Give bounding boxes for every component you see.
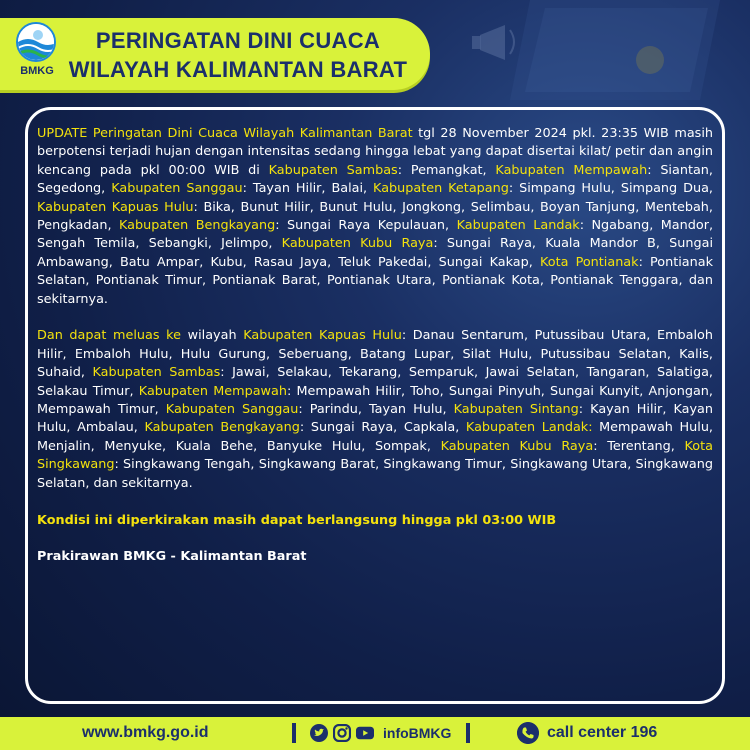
footer-bar bbox=[0, 717, 750, 750]
title-line-1: PERINGATAN DINI CUACA bbox=[95, 28, 381, 53]
body-text: : Parindu, Tayan Hulu, bbox=[298, 402, 454, 418]
body-text: Mempawah Hulu, Menjalin, Menyuke, Kuala Behe, Banyuke Hulu, Sompak, bbox=[37, 420, 713, 454]
website-link[interactable]: www.bmkg.go.id bbox=[82, 724, 209, 741]
body-text: : Simpang Hulu, Simpang Dua, bbox=[508, 181, 713, 197]
region-highlight: Kota Singkawang bbox=[37, 438, 713, 473]
phone-icon bbox=[517, 722, 539, 744]
region-highlight: Kabupaten Kapuas Hulu bbox=[243, 328, 402, 344]
body-text: tgl 28 November 2024 pkl. 23:35 WIB masih berpotensi terjadi hujan dengan intensitas sedang hingga lebat yang dapat disertai kilat/ petir dan angin kencang pada pkl 00:00 WIB di bbox=[37, 126, 713, 178]
signature: Prakirawan BMKG - Kalimantan Barat bbox=[37, 549, 307, 565]
body-text: : Sungai Raya Kepulauan, bbox=[275, 218, 457, 234]
body-text: : Pontianak Selatan, Pontianak Timur, Pontianak Barat, Pontianak Utara, Pontianak Kota, Pontianak Tenggara, dan sekitarnya. bbox=[37, 254, 714, 307]
body-text: : Ngabang, Mandor, Sengah Temila, Sebangki, Jelimpo, bbox=[37, 218, 714, 252]
warning-body bbox=[37, 125, 713, 585]
title-line-2: WILAYAH KALIMANTAN BARAT bbox=[68, 57, 408, 82]
region-highlight: Kabupaten Kubu Raya bbox=[440, 438, 594, 454]
region-highlight: Kabupaten Sambas bbox=[268, 162, 398, 178]
body-text: : Siantan, Segedong, bbox=[37, 162, 713, 197]
body-text: : Jawai, Selakau, Tekarang, Semparuk, Jawai Selatan, Tangaran, Salatiga, Selakau Timur, bbox=[37, 365, 714, 399]
footer-divider bbox=[466, 723, 470, 743]
body-text: : Danau Sentarum, Putussibau Utara, Embaloh Hilir, Embaloh Hulu, Hulu Gurung, Seberuang, Batang Lupar, Silat Hulu, Putussibau Selatan, Kalis, Suhaid, bbox=[37, 328, 713, 381]
warning-paragraph-1 bbox=[37, 125, 713, 309]
closing-note: Kondisi ini diperkirakan masih dapat berlangsung hingga pkl 03:00 WIB bbox=[37, 512, 557, 528]
body-text: : Mempawah Hilir, Toho, Sungai Pinyuh, Sungai Kunyit, Anjongan, Mempawah Timur, bbox=[37, 383, 713, 418]
page-title bbox=[58, 26, 418, 84]
footer-divider bbox=[292, 723, 296, 743]
body-text: : Pemangkat, bbox=[397, 162, 496, 178]
body-text: : Sungai Raya, Capkala, bbox=[299, 420, 466, 436]
background-device-illustration bbox=[470, 0, 730, 110]
region-highlight: Dan dapat meluas ke bbox=[37, 328, 181, 344]
body-text: : Tayan Hilir, Balai, bbox=[242, 181, 374, 197]
region-highlight: Kabupaten Landak bbox=[456, 218, 580, 234]
region-highlight: Kabupaten Kapuas Hulu bbox=[37, 199, 194, 215]
twitter-icon[interactable] bbox=[310, 724, 328, 742]
body-text: : Singkawang Tengah, Singkawang Barat, Singkawang Timur, Singkawang Utara, Singkawang Selatan, dan sekitarnya. bbox=[37, 457, 713, 491]
region-highlight: UPDATE Peringatan Dini Cuaca Wilayah Kalimantan Barat bbox=[37, 126, 413, 141]
warning-paragraph-2 bbox=[37, 327, 713, 493]
region-highlight: Kabupaten Ketapang bbox=[373, 181, 509, 197]
bmkg-emblem-icon bbox=[16, 22, 56, 62]
region-highlight: Kabupaten Landak: bbox=[465, 420, 593, 436]
youtube-icon[interactable] bbox=[356, 724, 374, 742]
region-highlight: Kabupaten Sanggau bbox=[111, 181, 243, 197]
region-highlight: Kota Pontianak bbox=[539, 254, 639, 270]
body-text: : Kayan Hilir, Kayan Hulu, Ambalau, bbox=[37, 402, 713, 436]
region-highlight: Kabupaten Mempawah bbox=[138, 383, 287, 399]
body-text: : Sungai Raya, Kuala Mandor B, Sungai Ambawang, Batu Ampar, Kubu, Rasau Jaya, Teluk Pakedai, Sungai Kakap, bbox=[37, 236, 714, 270]
call-center[interactable]: call center 196 bbox=[547, 724, 658, 741]
logo-text: BMKG bbox=[20, 65, 54, 77]
region-highlight: Kabupaten Mempawah bbox=[495, 162, 648, 178]
region-highlight: Kabupaten Sambas bbox=[92, 365, 221, 381]
region-highlight: Kabupaten Sanggau bbox=[165, 402, 299, 418]
region-highlight: Kabupaten Bengkayang bbox=[144, 420, 300, 436]
region-highlight: Kabupaten Sintang bbox=[453, 402, 579, 418]
body-text: wilayah bbox=[180, 328, 244, 344]
body-text: : Terentang, bbox=[593, 438, 685, 454]
region-highlight: Kabupaten Kubu Raya bbox=[281, 236, 434, 252]
social-handle[interactable]: infoBMKG bbox=[383, 725, 452, 741]
instagram-icon[interactable] bbox=[333, 724, 351, 742]
body-text: : Bika, Bunut Hilir, Bunut Hulu, Jongkong, Selimbau, Boyan Tanjung, Mentebah, Pengkadan, bbox=[37, 199, 713, 234]
region-highlight: Kabupaten Bengkayang bbox=[119, 218, 276, 234]
